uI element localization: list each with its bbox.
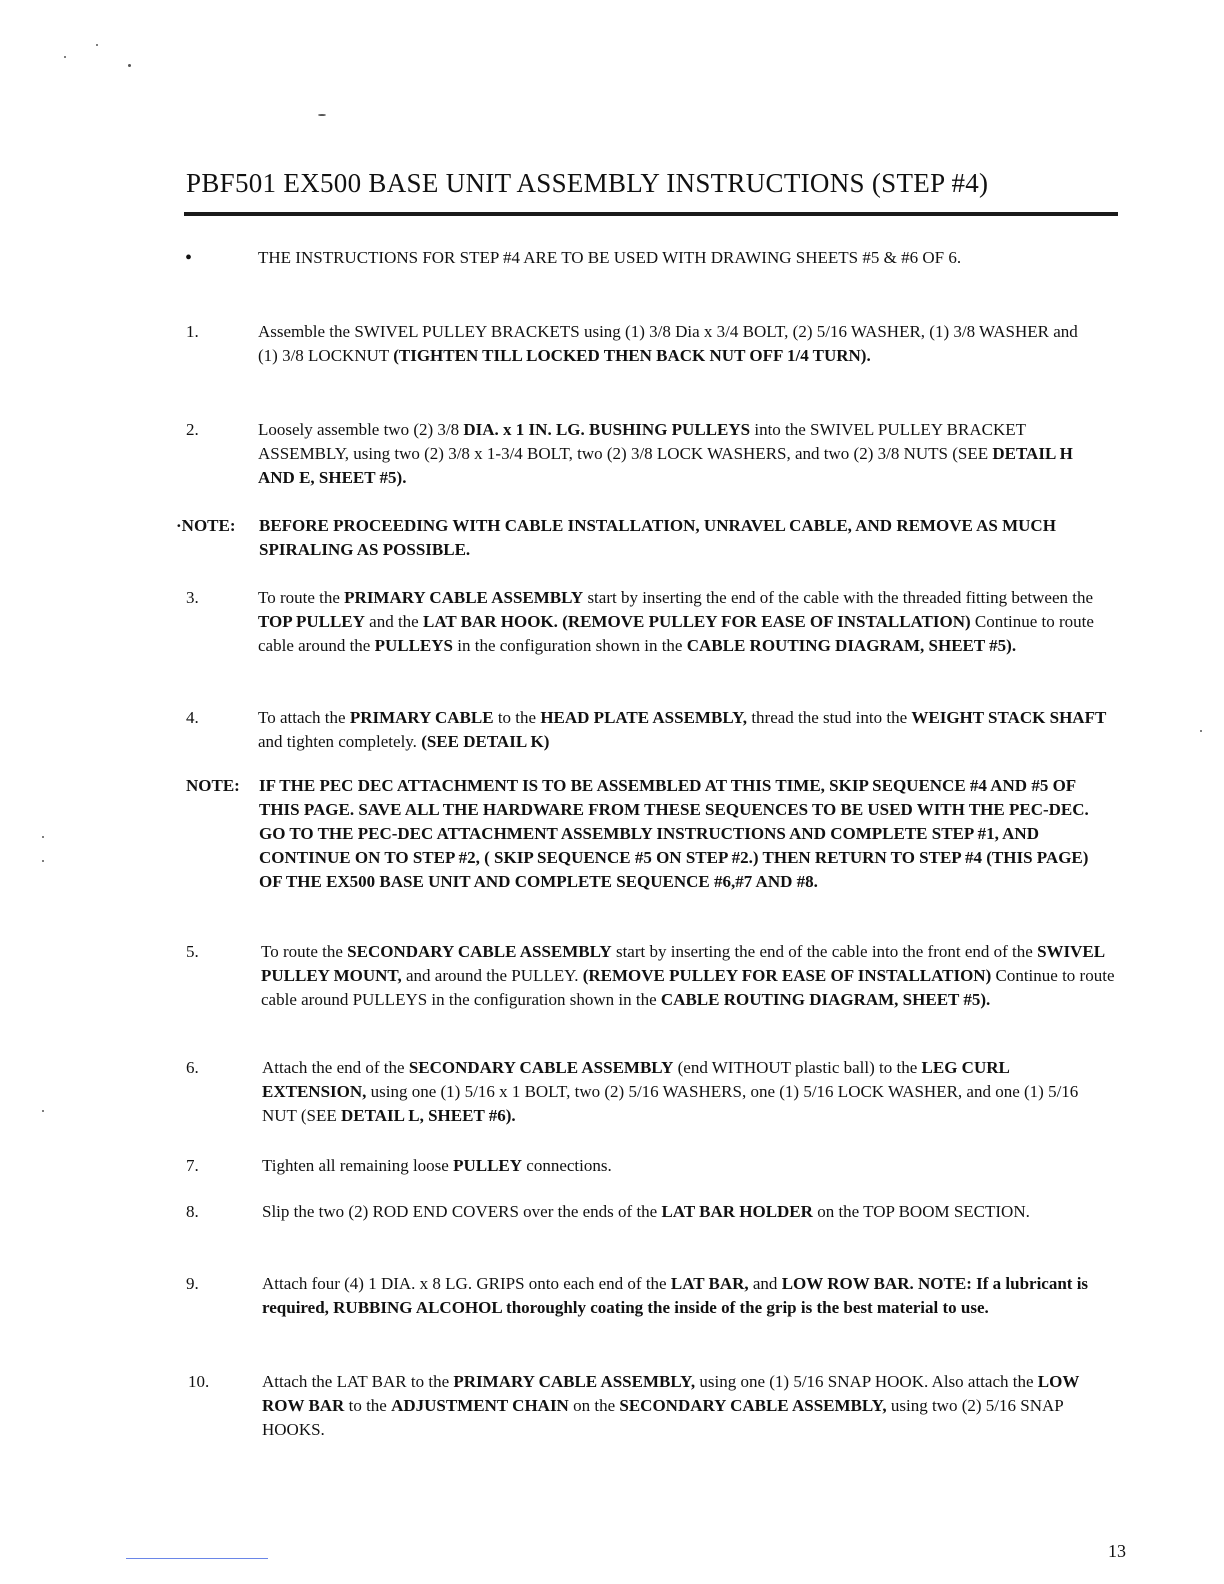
bold-run: SECONDARY CABLE ASSEMBLY [408,1058,674,1077]
text-run: using two (2) 5/16 SNAP HOOKS. [262,1396,1064,1439]
note-label-text: NOTE: [181,516,236,535]
text-run: Tighten all remaining loose [262,1156,454,1175]
step-text [258,320,1098,368]
step-number: 5. [186,942,199,961]
bold-run: WEIGHT STACK SHAFT [911,708,1107,727]
bold-run: LAT BAR, [670,1274,749,1293]
bold-run: ADJUSTMENT CHAIN [391,1396,569,1415]
scan-speck [42,1110,44,1112]
text-run: to the [493,708,541,727]
text-run: Continue to route cable around the [258,612,1094,655]
text-run: and [748,1274,782,1293]
scan-speck [42,860,44,862]
bold-run: CABLE ROUTING DIAGRAM, SHEET #5). [660,990,991,1009]
note-text: BEFORE PROCEEDING WITH CABLE INSTALLATION, UNRAVEL CABLE, AND REMOVE AS MUCH SPIRALING AS POSSIBLE. [259,516,1056,559]
bold-run: HEAD PLATE ASSEMBLY, [540,708,748,727]
text-run: in the configuration shown in the [453,636,687,655]
step-number: 3. [186,588,199,607]
text-run: connections. [522,1156,612,1175]
text-run: on the TOP BOOM SECTION. [812,1202,1030,1221]
bold-run: SECONDARY CABLE ASSEMBLY [347,942,612,961]
bold-run: (SEE DETAIL K) [421,732,550,751]
title-underline [184,212,1118,216]
text-run: To attach the [258,708,350,727]
text-run: Assemble the SWIVEL PULLEY BRACKETS using (1) 3/8 Dia x 3/4 BOLT, (2) 5/16 WASHER, (1) 3/8 WASHER and (1) 3/8 LOCKNUT [258,322,1078,365]
note-text: IF THE PEC DEC ATTACHMENT IS TO BE ASSEMBLED AT THIS TIME, SKIP SEQUENCE #4 AND #5 OF THIS PAGE. SAVE ALL THE HARDWARE FROM THESE SEQUENCES TO BE USED WITH THE PEC-DEC. GO TO THE PEC-DEC ATTACHMENT ASSEMBLY INSTRUCTIONS AND COMPLETE STEP #1, AND CONTINUE ON TO STEP #2, ( SKIP SEQUENCE #5 ON STEP #2.) THEN RETURN TO STEP #4 (THIS PAGE) OF THE EX500 BASE UNIT AND COMPLETE SEQUENCE #6,#7 AND #8. [259,776,1089,891]
text-run: to the [344,1396,392,1415]
text-run: To route the [261,942,348,961]
step-number: 1. [186,322,199,341]
scan-speck [96,44,98,46]
text-run: and around the PULLEY. [401,966,583,985]
scan-speck [64,56,66,58]
text-run: and the [364,612,423,631]
footer-divider [126,1558,268,1559]
text-run: start by inserting the end of the cable into the front end of the [611,942,1038,961]
step-number: 7. [186,1156,199,1175]
bold-run: PRIMARY CABLE [349,708,494,727]
step-number: 6. [186,1058,199,1077]
text-run: and tighten completely. [258,732,422,751]
text-run: Continue to route cable around PULLEYS in the configuration shown in the [261,966,1115,1009]
bold-run: PRIMARY CABLE ASSEMBLY, [453,1372,696,1391]
step-text [258,586,1106,658]
bold-run: PULLEY [453,1156,523,1175]
text-run: thread the stud into the [747,708,912,727]
text-run: into the SWIVEL PULLEY BRACKET ASSEMBLY, using two (2) 3/8 x 1-3/4 BOLT, two (2) 3/8 LOCK WASHERS, and two (2) 3/8 NUTS (SEE [258,420,1026,463]
text-run: To route the [258,588,345,607]
bold-run: LAT BAR HOOK. (REMOVE PULLEY FOR EASE OF INSTALLATION) [422,612,971,631]
bold-run: (REMOVE PULLEY FOR EASE OF INSTALLATION) [582,966,992,985]
step-number: 4. [186,708,199,727]
scan-speck [1200,730,1202,732]
step-number: 2. [186,420,199,439]
text-run: Loosely assemble two (2) 3/8 [258,420,464,439]
bold-run: LEG CURL EXTENSION, [262,1058,1009,1101]
bold-run: (TIGHTEN TILL LOCKED THEN BACK NUT OFF 1/4 TURN). [393,346,871,365]
bold-run: SECONDARY CABLE ASSEMBLY, [619,1396,887,1415]
bold-run: SWIVEL PULLEY MOUNT, [261,942,1105,985]
page-number: 13 [1108,1541,1126,1561]
bold-run: DETAIL L, SHEET #6). [341,1106,516,1125]
page-title: PBF501 EX500 BASE UNIT ASSEMBLY INSTRUCTIONS (STEP #4) [186,168,989,198]
text-run: (end WITHOUT plastic ball) to the [673,1058,922,1077]
step-number: 10. [188,1372,210,1391]
scan-speck [42,836,44,838]
intro-text: THE INSTRUCTIONS FOR STEP #4 ARE TO BE USED WITH DRAWING SHEETS #5 & #6 OF 6. [258,248,962,267]
step-text [262,1200,1096,1224]
step-text [258,706,1124,754]
step-number: 8. [186,1202,199,1221]
step-text [262,1370,1112,1442]
bold-run: PRIMARY CABLE ASSEMBLY [344,588,584,607]
step-text [262,1272,1128,1320]
text-run: using one (1) 5/16 x 1 BOLT, two (2) 5/16 WASHERS, one (1) 5/16 LOCK WASHER, and one (1) 5/16 NUT (SEE [262,1082,1079,1125]
note-label: NOTE: [186,776,240,795]
scan-speck [318,114,326,116]
text-run: using one (1) 5/16 SNAP HOOK. Also attach the [695,1372,1038,1391]
note-label: ·NOTE: [176,516,236,535]
bold-run: LAT BAR HOLDER [661,1202,813,1221]
text-run: Slip the two (2) ROD END COVERS over the ends of the [262,1202,662,1221]
text-run: start by inserting the end of the cable with the threaded fitting between the [583,588,1094,607]
text-run: Attach four (4) 1 DIA. x 8 LG. GRIPS onto each end of the [262,1274,671,1293]
step-text [261,940,1127,1012]
step-text [262,1154,1128,1178]
bold-run: PULLEYS [374,636,454,655]
scan-speck [128,64,131,67]
bullet-marker: • [185,247,193,269]
bold-run: LOW ROW BAR. NOTE: If a lubricant is required, RUBBING ALCOHOL thoroughly coating the inside of the grip is the best material to use. [262,1274,1089,1317]
bold-run: TOP PULLEY [258,612,365,631]
text-run: Attach the LAT BAR to the [262,1372,454,1391]
bold-run: DIA. x 1 IN. LG. BUSHING PULLEYS [463,420,751,439]
step-number: 9. [186,1274,199,1293]
bold-run: DETAIL H AND E, SHEET #5). [258,444,1073,487]
text-run: Attach the end of the [262,1058,409,1077]
step-text [262,1056,1096,1128]
bold-run: CABLE ROUTING DIAGRAM, SHEET #5). [686,636,1017,655]
step-text [258,418,1106,490]
bold-run: LOW ROW BAR [262,1372,1080,1415]
text-run: on the [568,1396,620,1415]
